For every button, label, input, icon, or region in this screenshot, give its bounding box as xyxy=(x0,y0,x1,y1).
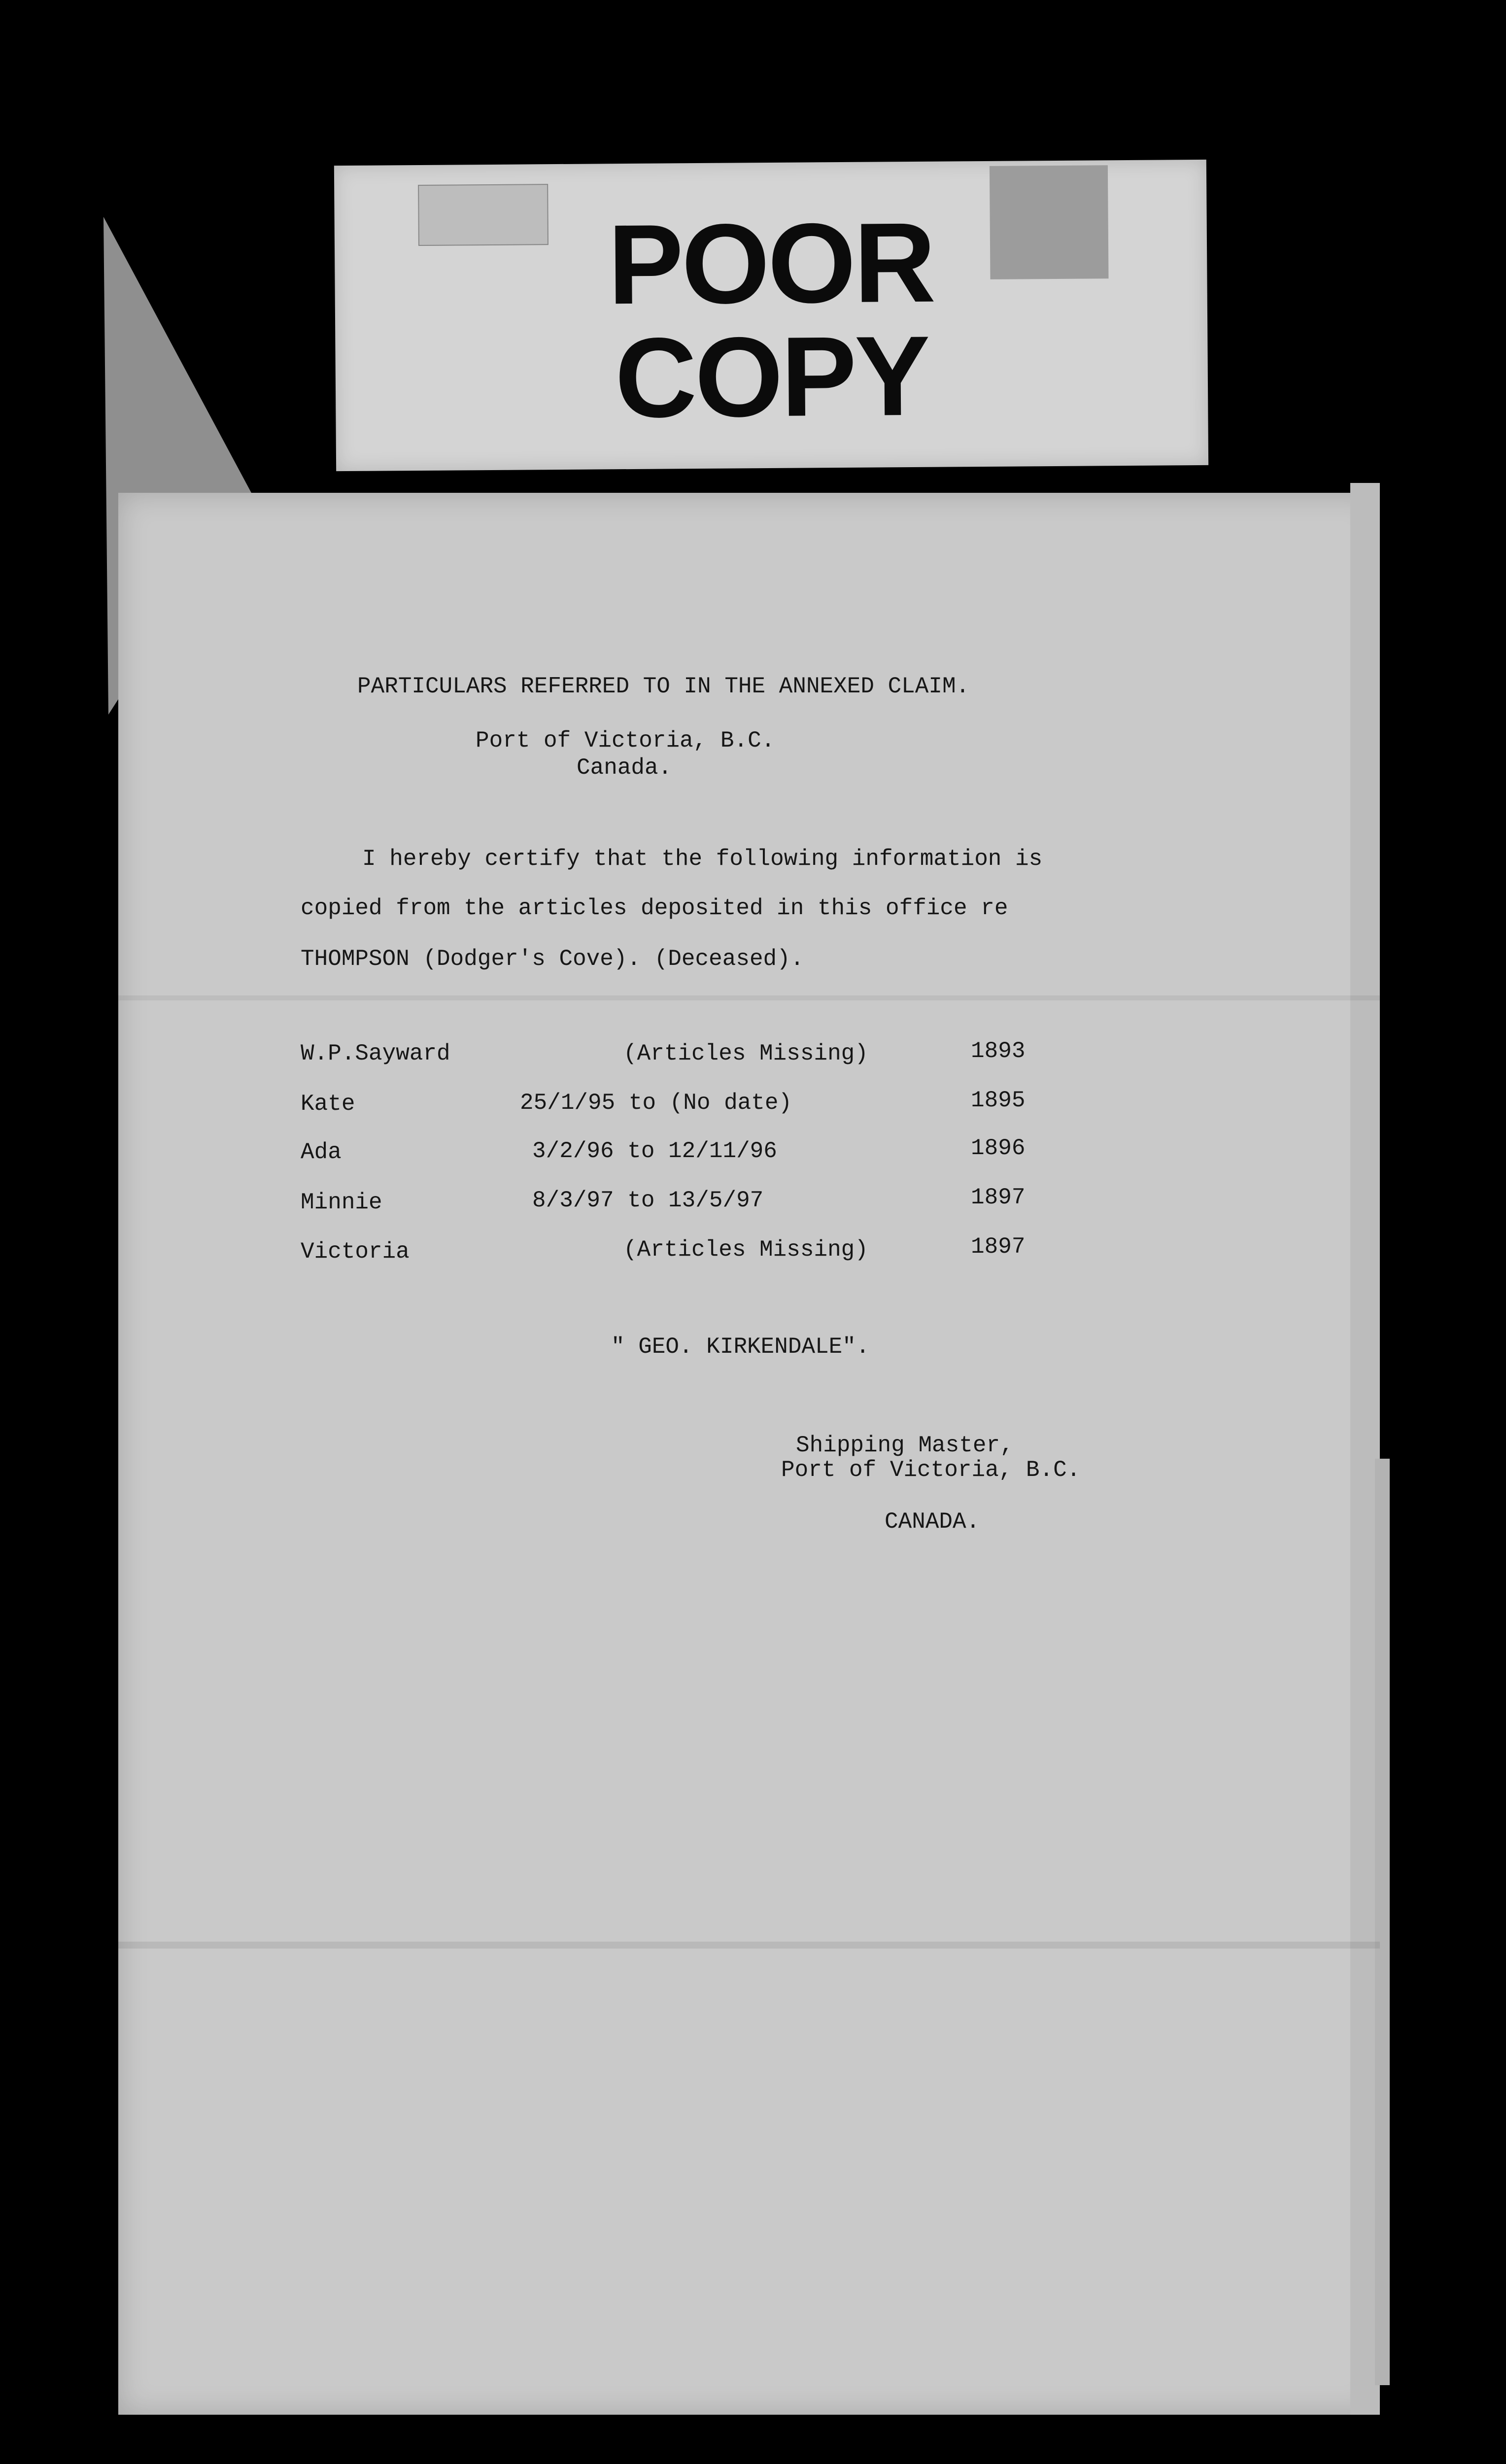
record-vessel: Victoria xyxy=(301,1239,410,1265)
certify-line-3: THOMPSON (Dodger's Cove). (Deceased). xyxy=(301,946,804,972)
signatory-port: Port of Victoria, B.C. xyxy=(781,1457,1081,1483)
record-period: 3/2/96 to 12/11/96 xyxy=(532,1138,777,1164)
poor-copy-line2: COPY xyxy=(615,312,929,442)
page-edge xyxy=(1375,1459,1390,2385)
signatory-title: Shipping Master, xyxy=(796,1433,1014,1458)
certify-line-2: copied from the articles deposited in this office re xyxy=(301,895,1008,921)
record-year: 1897 xyxy=(971,1234,1026,1260)
record-vessel: Kate xyxy=(301,1091,355,1117)
document-heading: PARTICULARS REFERRED TO IN THE ANNEXED CLAIM. xyxy=(357,674,970,699)
record-year: 1897 xyxy=(971,1185,1026,1210)
record-period: (Articles Missing) xyxy=(623,1237,868,1263)
document-page xyxy=(118,493,1380,2415)
record-vessel: Minnie xyxy=(301,1190,382,1215)
record-period: (Articles Missing) xyxy=(623,1041,868,1066)
record-vessel: W.P.Sayward xyxy=(301,1041,450,1066)
certify-line-1: I hereby certify that the following information is xyxy=(362,846,1043,872)
record-period: 8/3/97 to 13/5/97 xyxy=(532,1188,764,1213)
page-fold xyxy=(118,995,1380,1000)
record-period: 25/1/95 to (No date) xyxy=(520,1090,792,1116)
port-line: Port of Victoria, B.C. xyxy=(476,728,775,753)
signature: " GEO. KIRKENDALE". xyxy=(611,1334,870,1360)
signatory-country: CANADA. xyxy=(885,1509,980,1535)
record-vessel: Ada xyxy=(301,1139,342,1165)
country-line: Canada. xyxy=(577,755,672,781)
poor-copy-line1: POOR xyxy=(607,199,934,328)
record-year: 1895 xyxy=(971,1088,1026,1113)
poor-copy-card xyxy=(334,160,1208,471)
record-year: 1896 xyxy=(971,1135,1026,1161)
page-fold xyxy=(118,1942,1380,1949)
poor-copy-label xyxy=(334,199,1208,442)
record-year: 1893 xyxy=(971,1038,1026,1064)
